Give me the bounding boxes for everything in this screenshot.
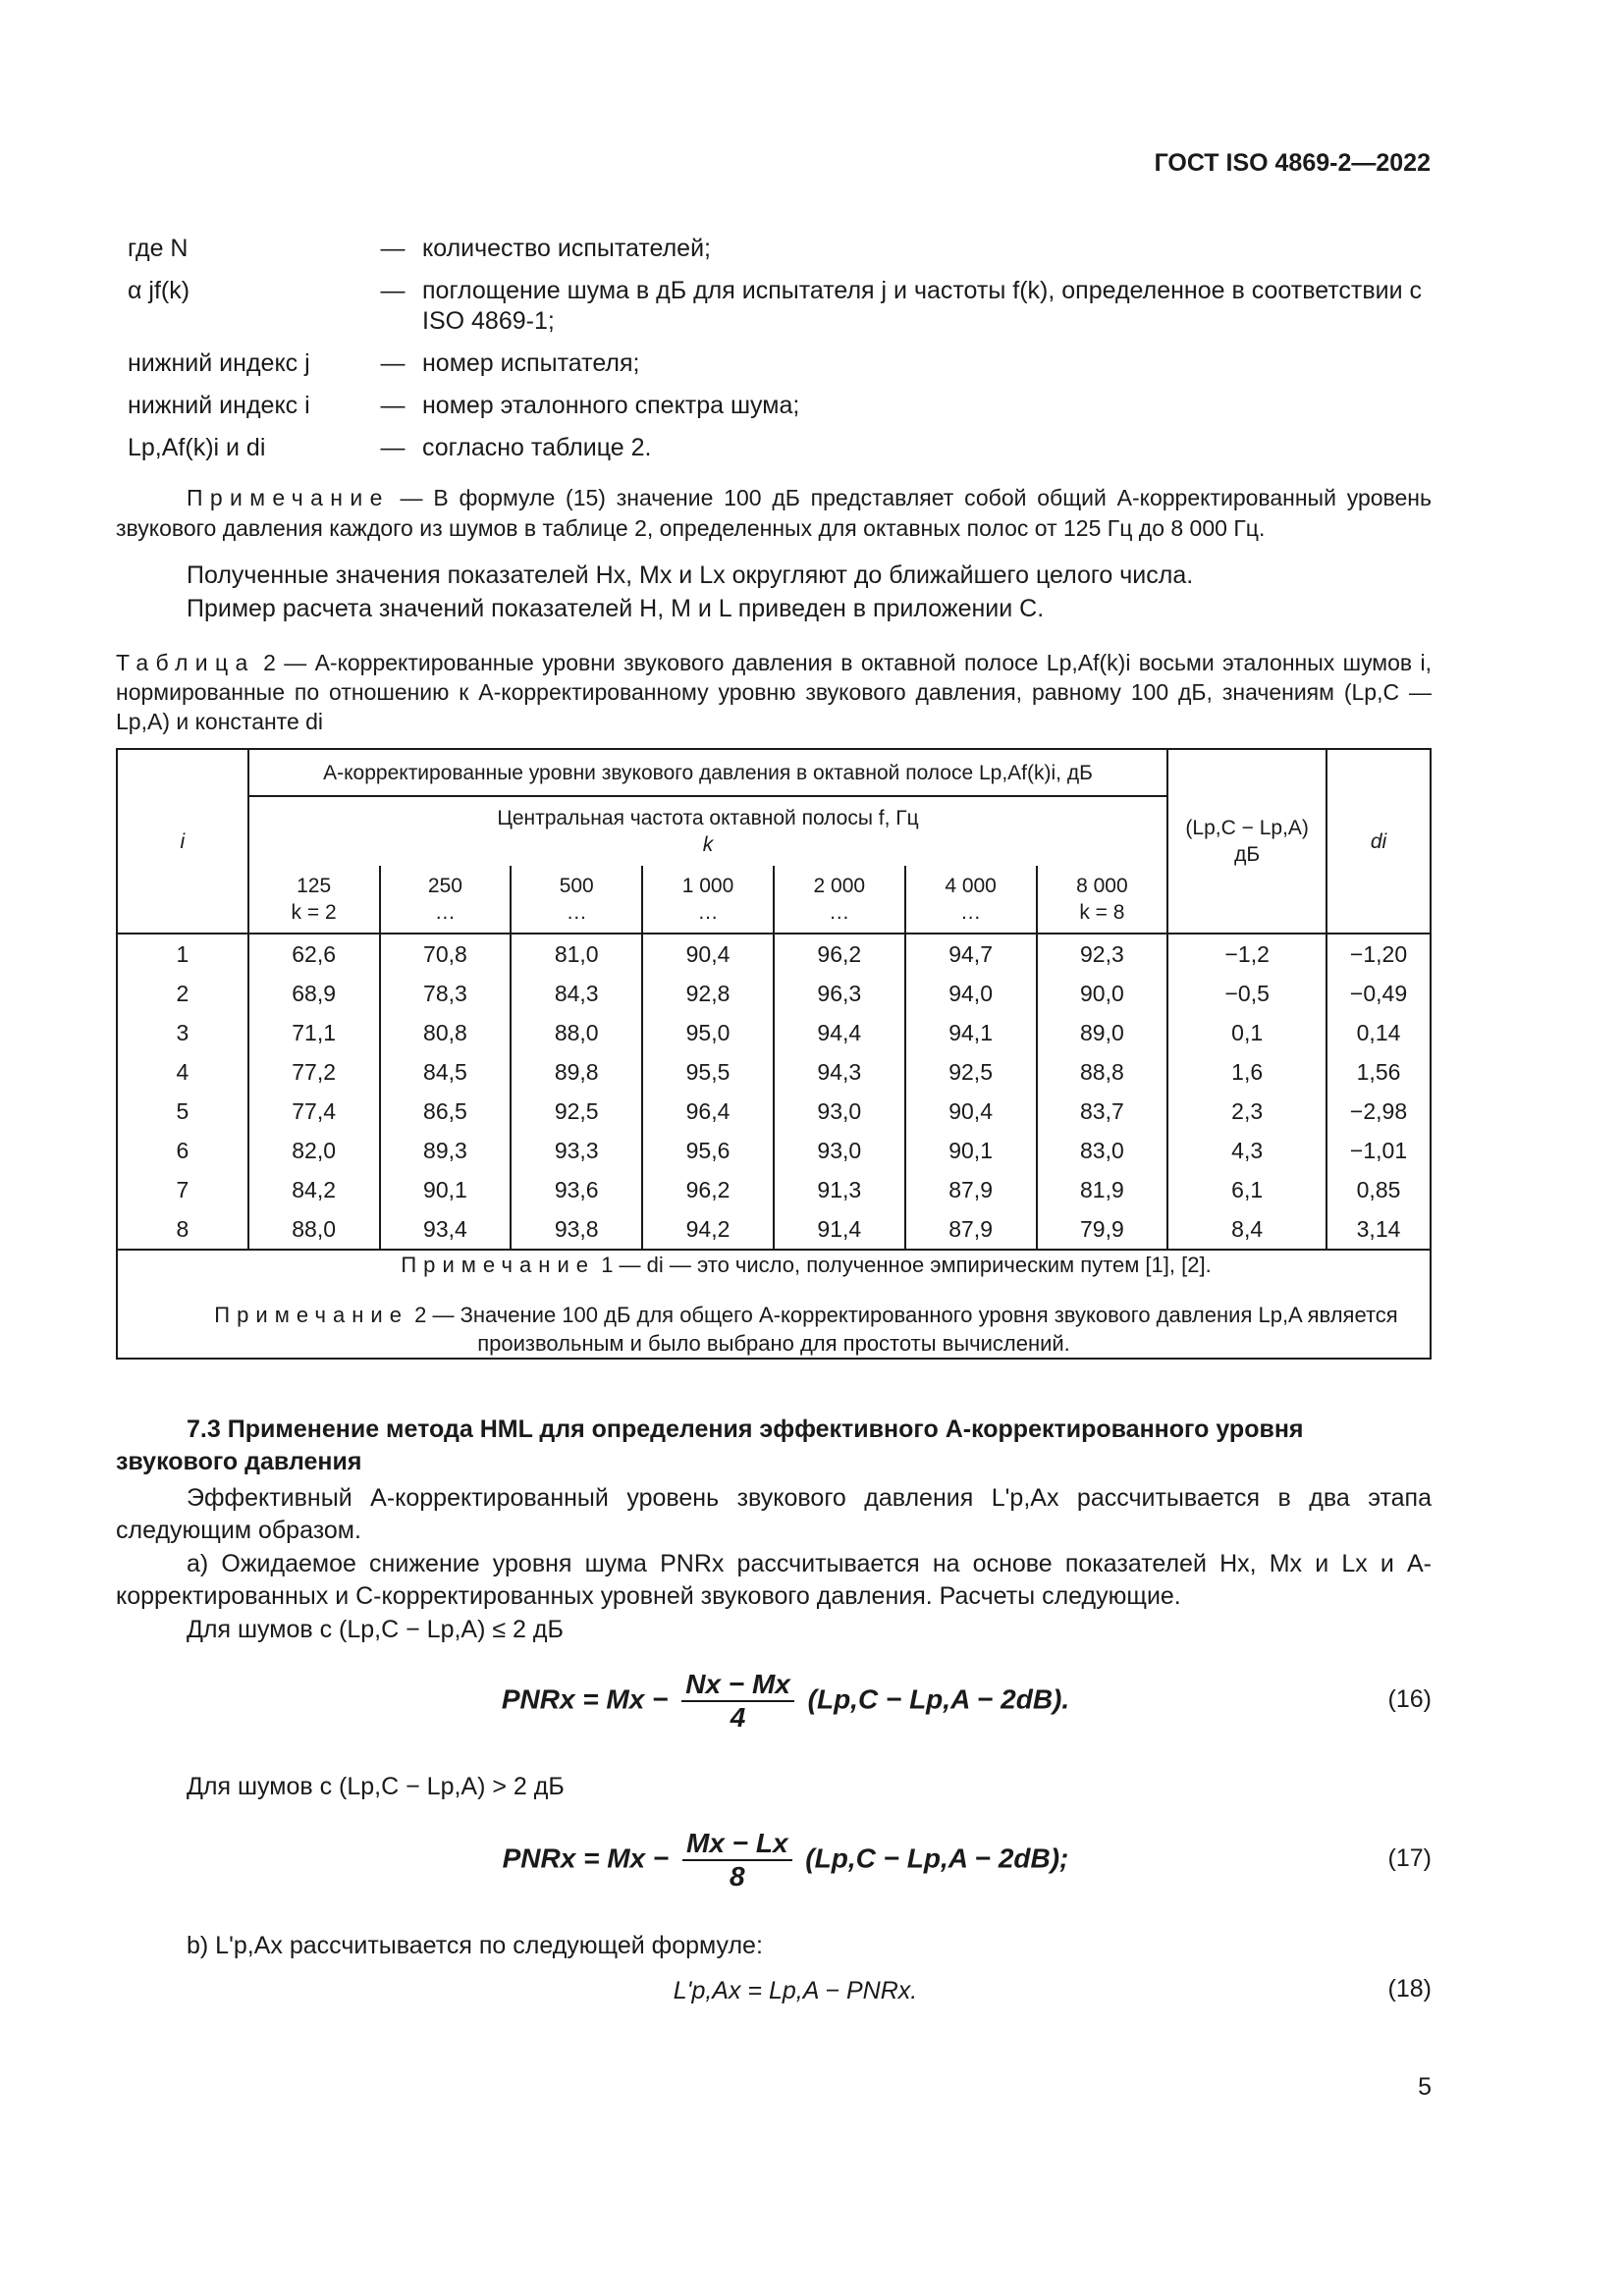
table-cell: 88,0 [248,1209,380,1250]
formula-16-numerator: Nx − Mx [681,1669,794,1702]
note-label: Примечание [187,485,390,510]
freq-header-k: k [702,833,714,856]
table-cell: 91,3 [774,1170,905,1209]
table-cell: 86,5 [380,1092,512,1131]
freq-value: 500 [559,875,594,897]
formula-17-rhs: (Lp,C − Lp,A − 2dB); [805,1842,1069,1874]
note-text: — В формуле (15) значение 100 дБ представляет собой общий А-корректированный уровень звукового давления каждого из шумов в таблице 2, определенных для октавных полос от 125 Гц до 8 000 Гц. [116,485,1432,541]
table-cell: 77,4 [248,1092,380,1131]
freq-col-header [905,866,1037,934]
table-note-1 [118,1251,1430,1279]
definition-text: номер испытателя; [422,349,640,377]
row-index-cell: 1 [117,934,248,974]
formula-16-rhs: (Lp,C − Lp,A − 2dB). [807,1683,1070,1715]
freq-col-header [774,866,905,934]
table-caption [116,648,1432,736]
table-note-text: 1 — di — это число, полученное эмпирическим путем [1], [2]. [601,1253,1212,1277]
table-cell: 93,8 [511,1209,642,1250]
item-a-paragraph: а) Ожидаемое снижение уровня шума PNRx рассчитывается на основе показателей Hx, Mx и Lx и А-корректированных и С-корректированных уровней звукового давления. Расчеты следующие. [116,1550,1432,1610]
table-cell: 93,0 [774,1092,905,1131]
section-title: Применение метода HML для определения эффективного А-корректированного уровня звукового давления [116,1415,1304,1475]
freq-value: 125 [297,875,332,897]
freq-k: … [960,901,982,924]
example-paragraph: Пример расчета значений показателей H, M и L приведен в приложении C. [187,595,1045,622]
formula-16-number: (16) [1387,1685,1432,1713]
table-cell: 68,9 [248,974,380,1013]
table-cell: 1,56 [1326,1052,1431,1092]
page-number: 5 [1418,2073,1432,2101]
formula-16-fraction [681,1669,794,1734]
table-cell: 82,0 [248,1131,380,1170]
formula-16 [412,1669,1159,1734]
formula-17-denominator: 8 [729,1861,745,1892]
rounding-paragraph: Полученные значения показателей Hx, Mx и Lx округляют до ближайшего целого числа. [187,561,1194,589]
freq-k: … [566,901,587,924]
table-cell: 80,8 [380,1013,512,1052]
condition-16: Для шумов с (Lp,C − Lp,A) ≤ 2 дБ [187,1616,564,1643]
table-cell: 94,2 [642,1209,774,1250]
table-cell: 0,1 [1167,1013,1326,1052]
table-cell: 90,1 [380,1170,512,1209]
table-cell: 91,4 [774,1209,905,1250]
section-intro: Эффективный А-корректированный уровень звукового давления L'p,Ax рассчитывается в два этапа следующим образом. [116,1484,1432,1544]
table-notes [117,1250,1431,1359]
table-note-label: Примечание [214,1303,409,1327]
formula-17-fraction [682,1828,791,1893]
col-header-i: i [117,749,248,934]
table-cell: 4,3 [1167,1131,1326,1170]
freq-k: k = 2 [291,901,337,924]
table-cell: 92,3 [1037,934,1168,974]
table-cell: 90,4 [642,934,774,974]
freq-value: 250 [427,875,462,897]
table-cell: 70,8 [380,934,512,974]
freq-k: … [697,901,719,924]
table-cell: 93,6 [511,1170,642,1209]
freq-value: 4 000 [945,875,997,897]
table-cell: −1,20 [1326,934,1431,974]
table-note-text: 2 — Значение 100 дБ для общего А-корректированного уровня звукового давления Lp,A является произвольным и было выбрано для простоты вычислений. [414,1303,1398,1356]
table-cell: 2,3 [1167,1092,1326,1131]
table-cell: 90,0 [1037,974,1168,1013]
table-cell: 3,14 [1326,1209,1431,1250]
row-index-cell: 5 [117,1092,248,1131]
table-cell: −0,5 [1167,974,1326,1013]
definition-term: где N [128,235,189,262]
table-cell: 83,0 [1037,1131,1168,1170]
table-cell: −0,49 [1326,974,1431,1013]
freq-header [248,796,1168,866]
table-cell: 8,4 [1167,1209,1326,1250]
formula-17 [412,1828,1159,1893]
table-cell: 92,8 [642,974,774,1013]
definition-text: поглощение шума в дБ для испытателя j и частоты f(k), определенное в соответствии с ISO 4869-1; [422,277,1423,335]
formula-17-number: (17) [1387,1844,1432,1872]
diff-header-unit: дБ [1234,843,1261,866]
formula-17-body [412,1828,1159,1893]
table-cell: 81,0 [511,934,642,974]
condition-17: Для шумов с (Lp,C − Lp,A) > 2 дБ [187,1773,565,1800]
item-b-paragraph: b) L'p,Ax рассчитывается по следующей формуле: [187,1932,763,1959]
definition-term: нижний индекс j [128,349,310,377]
table-cell: −1,2 [1167,934,1326,974]
table-row [117,1170,1431,1209]
formula-16-lhs: PNRx = Mx − [501,1683,669,1715]
table-cell: 84,3 [511,974,642,1013]
table-row [117,974,1431,1013]
definition-dash: — [380,392,406,419]
formula-18: L'p,Ax = Lp,A − PNRx. [673,1977,918,2004]
row-index-cell: 2 [117,974,248,1013]
definition-term: нижний индекс i [128,392,310,419]
section-heading [116,1414,1432,1478]
table-cell: 94,0 [905,974,1037,1013]
freq-value: 8 000 [1076,875,1128,897]
freq-col-header [642,866,774,934]
table-cell: 94,7 [905,934,1037,974]
table-cell: 79,9 [1037,1209,1168,1250]
table-cell: 90,4 [905,1092,1037,1131]
row-index-cell: 4 [117,1052,248,1092]
freq-col-header [1037,866,1168,934]
table-cell: 95,6 [642,1131,774,1170]
table-cell: −2,98 [1326,1092,1431,1131]
table-row [117,1209,1431,1250]
freq-value: 2 000 [813,875,866,897]
table-cell: 93,3 [511,1131,642,1170]
table-cell: 0,85 [1326,1170,1431,1209]
definition-row [116,391,1432,421]
table-cell: 96,4 [642,1092,774,1131]
table-cell: −1,01 [1326,1131,1431,1170]
definition-dash: — [380,235,406,262]
freq-k: … [829,901,850,924]
table-cell: 77,2 [248,1052,380,1092]
diff-header-text: (Lp,C − Lp,A) [1185,817,1309,839]
freq-header-text: Центральная частота октавной полосы f, Гц [497,807,919,829]
table-cell: 94,4 [774,1013,905,1052]
table-cell: 87,9 [905,1170,1037,1209]
table-row [117,1131,1431,1170]
definition-row [116,348,1432,379]
table-cell: 89,8 [511,1052,642,1092]
table-cell: 96,2 [642,1170,774,1209]
table-cell: 6,1 [1167,1170,1326,1209]
table-cell: 93,4 [380,1209,512,1250]
definition-dash: — [380,434,406,461]
table-cell: 96,2 [774,934,905,974]
table-cell: 89,0 [1037,1013,1168,1052]
table-cell: 1,6 [1167,1052,1326,1092]
table-cell: 92,5 [511,1092,642,1131]
table-row [117,1013,1431,1052]
row-index-cell: 8 [117,1209,248,1250]
group-header: А-корректированные уровни звукового давления в октавной полосе Lp,Af(k)i, дБ [248,749,1168,796]
table-cell: 78,3 [380,974,512,1013]
definition-row [116,276,1432,337]
table-note-2 [118,1301,1430,1358]
table-cell: 87,9 [905,1209,1037,1250]
table-cell: 95,0 [642,1013,774,1052]
table-2 [116,748,1432,1360]
freq-k: k = 8 [1079,901,1125,924]
table-cell: 81,9 [1037,1170,1168,1209]
col-header-diff [1167,749,1326,934]
formula-16-denominator: 4 [730,1702,746,1733]
table-cell: 89,3 [380,1131,512,1170]
definition-text: количество испытателей; [422,235,711,262]
table-cell: 84,5 [380,1052,512,1092]
table-row [117,1092,1431,1131]
table-cell: 92,5 [905,1052,1037,1092]
table-cell: 84,2 [248,1170,380,1209]
col-header-d: di [1326,749,1431,934]
freq-k: … [434,901,456,924]
formula-17-lhs: PNRx = Mx − [502,1842,670,1874]
row-index-cell: 6 [117,1131,248,1170]
table-caption-label: Таблица [116,650,255,675]
definition-row [116,234,1432,264]
section-number: 7.3 [187,1415,221,1443]
table-row [117,934,1431,974]
formula-16-body [412,1669,1159,1734]
definitions-list [116,234,1432,475]
table-cell: 94,3 [774,1052,905,1092]
freq-col-header [380,866,512,934]
table-cell: 95,5 [642,1052,774,1092]
table-cell: 71,1 [248,1013,380,1052]
table-cell: 88,8 [1037,1052,1168,1092]
document-code: ГОСТ ISO 4869-2—2022 [1154,149,1431,177]
definition-text: согласно таблице 2. [422,434,652,461]
formula-18-number: (18) [1387,1975,1432,2002]
table-cell: 90,1 [905,1131,1037,1170]
freq-col-header [248,866,380,934]
table-cell: 93,0 [774,1131,905,1170]
table-cell: 62,6 [248,934,380,974]
formula-17-numerator: Mx − Lx [682,1828,791,1861]
definition-term: Lp,Af(k)i и di [128,434,266,461]
table-cell: 96,3 [774,974,905,1013]
definition-dash: — [380,349,406,377]
table-cell: 94,1 [905,1013,1037,1052]
definition-dash: — [380,277,406,304]
table-row [117,1052,1431,1092]
freq-col-header [511,866,642,934]
freq-value: 1 000 [681,875,734,897]
row-index-cell: 3 [117,1013,248,1052]
table-note-label: Примечание [401,1253,596,1277]
definition-text: номер эталонного спектра шума; [422,392,800,419]
row-index-cell: 7 [117,1170,248,1209]
table-caption-text: 2 — А-корректированные уровни звукового давления в октавной полосе Lp,Af(k)i восьми эталонных шумов i, нормированные по отношению к А-корректированному уровню звукового давления, равному 100 дБ, значениям (Lp,C — Lp,A) и константе di [116,650,1432,734]
definition-term: α jf(k) [128,277,190,304]
note-formula-15 [116,483,1432,544]
table-cell: 88,0 [511,1013,642,1052]
table-cell: 83,7 [1037,1092,1168,1131]
definition-row [116,433,1432,463]
table-cell: 0,14 [1326,1013,1431,1052]
